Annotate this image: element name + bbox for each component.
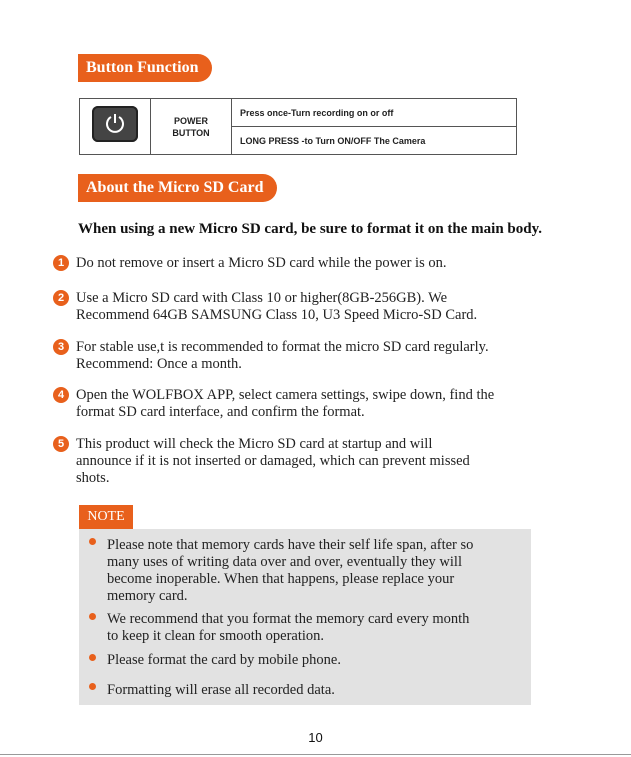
note-line: We recommend that you format the memory card every month bbox=[107, 611, 470, 627]
list-item-line: For stable use,t is recommended to format the micro SD card regularly. bbox=[76, 339, 489, 355]
note-line: become inoperable. When that happens, please replace your bbox=[107, 571, 455, 587]
bullet-dot bbox=[89, 538, 96, 545]
bullet-dot bbox=[89, 654, 96, 661]
item-number-1: 1 bbox=[53, 255, 69, 271]
press-once-description: Press once-Turn recording on or off bbox=[232, 99, 517, 127]
list-item-line: Use a Micro SD card with Class 10 or higher(8GB-256GB). We bbox=[76, 290, 448, 306]
note-line: Please format the card by mobile phone. bbox=[107, 652, 341, 668]
list-item-line: shots. bbox=[76, 470, 110, 486]
list-item-3 bbox=[76, 339, 546, 373]
list-item-line: Recommend 64GB SAMSUNG Class 10, U3 Speed Micro-SD Card. bbox=[76, 307, 478, 323]
list-item-line: announce if it is not inserted or damaged, which can prevent missed bbox=[76, 453, 470, 469]
list-item-4 bbox=[76, 387, 546, 421]
sd-card-heading: When using a new Micro SD card, be sure to format it on the main body. bbox=[78, 221, 543, 237]
button-function-table bbox=[79, 98, 517, 155]
page-number: 10 bbox=[308, 730, 323, 745]
power-button-image-cell bbox=[80, 99, 151, 155]
note-item-3 bbox=[107, 652, 517, 669]
bullet-dot bbox=[89, 613, 96, 620]
sd-card-title: About the Micro SD Card bbox=[78, 174, 277, 202]
button-function-title: Button Function bbox=[78, 54, 212, 82]
list-item-5 bbox=[76, 436, 546, 487]
list-item-line: format SD card interface, and confirm the format. bbox=[76, 404, 365, 420]
note-line: memory card. bbox=[107, 588, 188, 604]
bullet-dot bbox=[89, 683, 96, 690]
note-line: to keep it clean for smooth operation. bbox=[107, 628, 325, 644]
long-press-description: LONG PRESS -to Turn ON/OFF The Camera bbox=[232, 127, 517, 155]
item-number-5: 5 bbox=[53, 436, 69, 452]
power-button-label-line1: POWER bbox=[173, 115, 208, 126]
power-button-label-cell bbox=[151, 99, 232, 155]
note-line: many uses of writing data over and over, eventually they will bbox=[107, 554, 462, 570]
list-item-line: Do not remove or insert a Micro SD card while the power is on. bbox=[76, 255, 447, 271]
item-number-3: 3 bbox=[53, 339, 69, 355]
item-number-2: 2 bbox=[53, 290, 69, 306]
list-item-line: This product will check the Micro SD card at startup and will bbox=[76, 436, 433, 452]
list-item-line: Recommend: Once a month. bbox=[76, 356, 242, 372]
note-item-1 bbox=[107, 537, 517, 605]
note-item-2 bbox=[107, 611, 517, 645]
bottom-rule bbox=[0, 754, 631, 755]
note-item-4 bbox=[107, 682, 517, 699]
note-tag: NOTE bbox=[79, 505, 133, 529]
power-icon bbox=[92, 106, 138, 142]
note-line: Please note that memory cards have their self life span, after so bbox=[107, 537, 474, 553]
list-item-line: Open the WOLFBOX APP, select camera settings, swipe down, find the bbox=[76, 387, 495, 403]
list-item-2 bbox=[76, 290, 546, 324]
note-line: Formatting will erase all recorded data. bbox=[107, 682, 335, 698]
item-number-4: 4 bbox=[53, 387, 69, 403]
list-item-1 bbox=[76, 255, 546, 272]
power-button-label-line2: BUTTON bbox=[172, 127, 210, 138]
